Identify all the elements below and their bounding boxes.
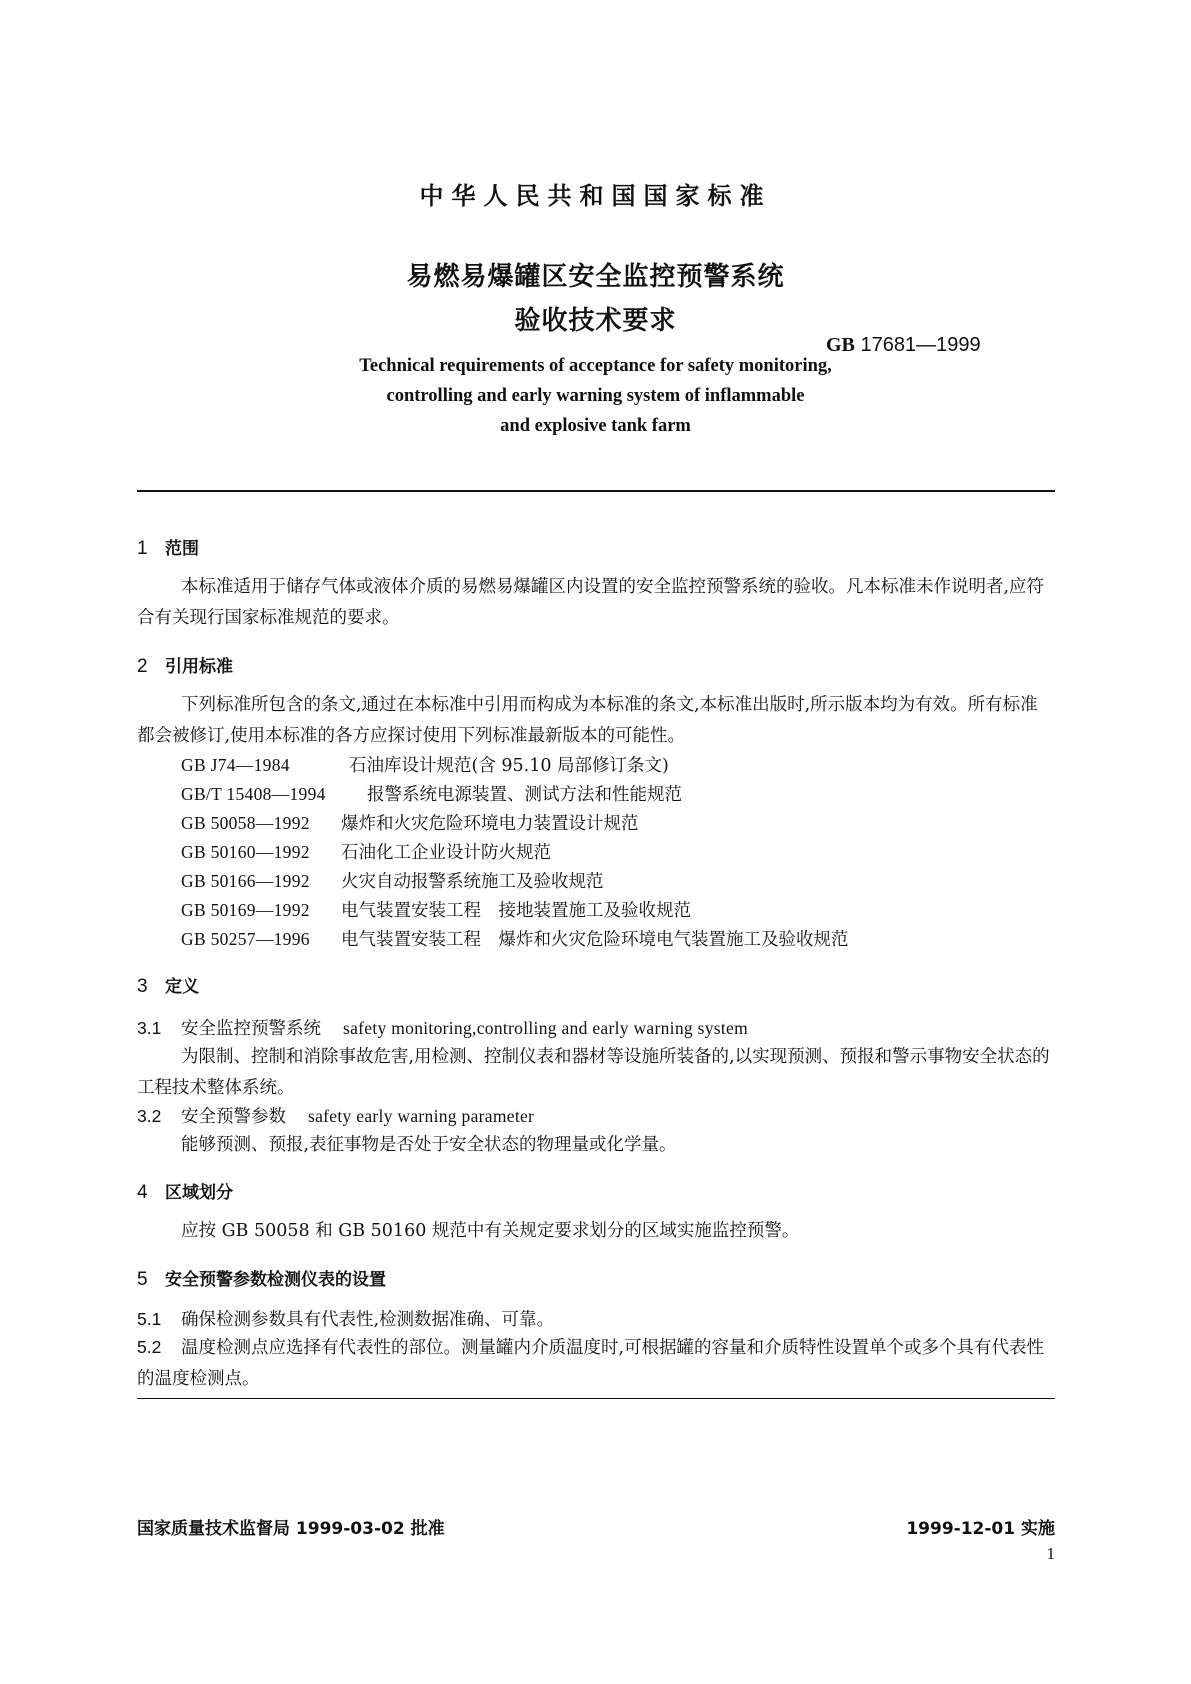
clause-text: 确保检测参数具有代表性,检测数据准确、可靠。	[181, 1310, 555, 1330]
clause-number: 5.1	[137, 1309, 162, 1329]
section-number: 2	[137, 656, 148, 677]
term-chinese: 安全监控预警系统	[181, 1019, 321, 1039]
section-title: 区域划分	[165, 1183, 233, 1203]
reference-title: 石油库设计规范(含 95.10 局部修订条文)	[349, 756, 669, 776]
reference-item	[181, 868, 604, 893]
reference-code: GB 50160—1992	[181, 842, 310, 862]
reference-code: GB/T 15408—1994	[181, 784, 326, 804]
reference-item	[181, 810, 639, 835]
clause-text: 温度检测点应选择有代表性的部位。测量罐内介质温度时,可根据罐的容量和介质特性设置单个或多个具有代表性的温度检测点。	[137, 1338, 1045, 1389]
document-title-line-1: 易燃易爆罐区安全监控预警系统	[406, 262, 785, 292]
reference-item	[181, 839, 551, 864]
clause-5-1	[137, 1306, 554, 1331]
section-5-heading	[137, 1265, 386, 1291]
clause-3-2-definition: 能够预测、预报,表征事物是否处于安全状态的物理量或化学量。	[181, 1135, 677, 1155]
reference-title: 石油化工企业设计防火规范	[341, 843, 551, 863]
standard-prefix: GB	[826, 334, 855, 356]
clause-5-2	[137, 1332, 1055, 1395]
section-4-paragraph: 应按 GB 50058 和 GB 50160 规范中有关规定要求划分的区域实施监控预警。	[181, 1221, 800, 1241]
document-title-line-2: 验收技术要求	[514, 306, 677, 336]
clause-number: 3.1	[137, 1018, 162, 1038]
page-number: 1	[1046, 1544, 1055, 1563]
reference-code: GB 50058—1992	[181, 813, 310, 833]
section-2-heading	[137, 652, 233, 678]
clause-number: 5.2	[137, 1337, 162, 1357]
clause-3-1	[137, 1015, 748, 1040]
reference-title: 火灾自动报警系统施工及验收规范	[341, 872, 604, 892]
section-number: 3	[137, 976, 148, 997]
national-standard-heading: 中华人民共和国国家标准	[419, 182, 772, 210]
reference-title: 电气装置安装工程 接地装置施工及验收规范	[341, 901, 691, 921]
reference-title: 电气装置安装工程 爆炸和火灾危险环境电气装置施工及验收规范	[341, 930, 849, 950]
reference-item	[181, 752, 669, 777]
section-number: 1	[137, 538, 148, 559]
section-1-heading	[137, 534, 199, 560]
header-divider	[137, 490, 1055, 492]
section-number: 5	[137, 1269, 148, 1290]
section-title: 安全预警参数检测仪表的设置	[165, 1270, 386, 1290]
section-title: 范围	[165, 539, 199, 559]
clause-3-2	[137, 1103, 534, 1128]
clause-number: 3.2	[137, 1106, 162, 1126]
approval-statement: 国家质量技术监督局 1999-03-02 批准	[137, 1519, 445, 1539]
reference-code: GB 50169—1992	[181, 900, 310, 920]
standard-code: 17681—1999	[860, 334, 981, 356]
section-4-heading	[137, 1178, 233, 1204]
section-title: 定义	[165, 977, 199, 997]
reference-item	[181, 897, 691, 922]
english-title-line-3: and explosive tank farm	[500, 416, 691, 436]
english-title-line-2: controlling and early warning system of inflammable	[386, 386, 805, 406]
term-english: safety early warning parameter	[308, 1106, 535, 1126]
section-3-heading	[137, 972, 199, 998]
section-1-paragraph: 本标准适用于储存气体或液体介质的易燃易爆罐区内设置的安全监控预警系统的验收。凡本标准未作说明者,应符合有关现行国家标准规范的要求。	[137, 577, 1045, 628]
reference-code: GB J74—1984	[181, 755, 290, 775]
section-2-paragraph: 下列标准所包含的条文,通过在本标准中引用而构成为本标准的条文,本标准出版时,所示版本均为有效。所有标准都会被修订,使用本标准的各方应探讨使用下列标准最新版本的可能性。	[137, 695, 1038, 746]
reference-item	[181, 926, 849, 951]
implementation-date: 1999-12-01 实施	[906, 1519, 1055, 1539]
reference-code: GB 50257—1996	[181, 929, 310, 949]
footer-divider	[137, 1398, 1055, 1399]
term-english: safety monitoring,controlling and early warning system	[343, 1018, 749, 1038]
reference-item	[181, 781, 682, 806]
section-number: 4	[137, 1182, 148, 1203]
term-chinese: 安全预警参数	[181, 1107, 286, 1127]
reference-title: 爆炸和火灾危险环境电力装置设计规范	[341, 814, 639, 834]
standard-number	[826, 334, 981, 357]
clause-3-1-definition: 为限制、控制和消除事故危害,用检测、控制仪表和器材等设施所装备的,以实现预测、预报和警示事物安全状态的工程技术整体系统。	[137, 1047, 1050, 1098]
english-title-line-1: Technical requirements of acceptance for safety monitoring,	[359, 356, 832, 376]
section-title: 引用标准	[165, 657, 233, 677]
reference-code: GB 50166—1992	[181, 871, 310, 891]
reference-title: 报警系统电源装置、测试方法和性能规范	[367, 785, 682, 805]
